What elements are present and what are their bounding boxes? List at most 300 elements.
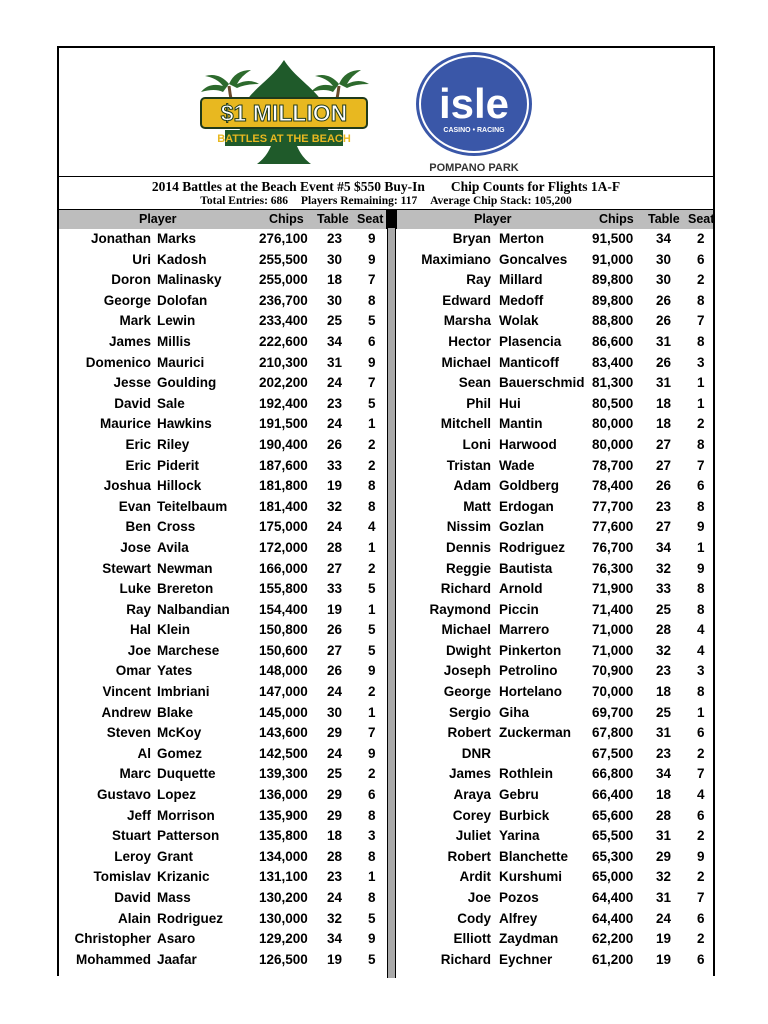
chip-count-rows [59,229,713,970]
table-row [59,723,713,744]
right-table: 31 [656,375,672,391]
right-first-name: Elliott [453,931,491,947]
right-seat: 9 [697,848,705,864]
right-seat: 2 [697,869,705,885]
left-last-name: Nalbandian [157,601,230,617]
left-chips: 222,600 [259,333,308,349]
left-table: 30 [327,292,343,308]
left-seat: 6 [368,333,376,349]
right-table: 18 [656,395,672,411]
left-table: 19 [327,951,343,967]
left-seat: 2 [368,436,376,452]
left-seat: 8 [368,498,376,514]
table-row [59,414,713,435]
left-first-name: Joe [127,642,151,658]
right-last-name: Giha [499,704,530,720]
right-seat: 2 [697,416,705,432]
right-seat: 1 [697,395,705,411]
left-last-name: Maurici [157,354,205,370]
left-first-name: Omar [115,663,151,679]
left-first-name: Andrew [101,704,151,720]
right-table: 31 [656,890,672,905]
right-chips: 91,000 [592,251,634,267]
left-seat: 7 [368,725,376,741]
right-seat: 8 [697,581,705,597]
right-seat: 1 [697,375,705,391]
left-seat: 5 [368,581,376,597]
left-first-name: Evan [118,498,151,514]
header-player-left: Player [139,212,177,226]
left-seat: 8 [368,478,376,494]
left-first-name: Tomislav [93,869,151,885]
left-last-name: Piderit [157,457,200,473]
left-table: 25 [327,313,343,329]
average-chip-stack: Average Chip Stack: 105,200 [430,195,572,207]
table-row [59,373,713,394]
right-seat: 7 [697,890,705,905]
right-first-name: Edward [442,292,491,308]
right-last-name: Plasencia [499,333,562,349]
left-table: 26 [327,622,343,638]
right-last-name: Pinkerton [499,642,562,658]
left-table: 29 [327,725,343,741]
left-chips: 172,000 [259,539,308,555]
right-seat: 8 [697,333,705,349]
right-last-name: Bautista [499,560,553,576]
left-first-name: Ray [126,601,151,617]
right-first-name: Raymond [429,601,491,617]
table-row [59,682,713,703]
right-table: 24 [656,910,672,926]
right-last-name: Alfrey [499,910,538,926]
right-chips: 70,000 [592,684,634,700]
right-chips: 67,800 [592,725,634,741]
left-table: 31 [327,354,343,370]
left-table: 18 [327,828,343,844]
right-first-name: Sergio [448,704,491,720]
right-seat: 1 [697,539,705,555]
logo-line1: $1 MILLION [220,100,348,126]
right-last-name: Harwood [499,436,557,452]
event-title [59,179,713,195]
right-last-name: Pozos [499,890,539,905]
left-chips: 191,500 [259,416,308,432]
table-row [59,703,713,724]
left-last-name: Millis [157,333,191,349]
right-seat: 6 [697,807,705,823]
table-row [59,476,713,497]
right-last-name: Merton [499,231,544,246]
left-chips: 233,400 [259,313,308,329]
right-last-name: Hui [499,395,521,411]
left-first-name: Domenico [85,354,151,370]
right-chips: 81,300 [592,375,634,391]
right-last-name: Goldberg [499,478,559,494]
right-first-name: Joe [467,890,491,905]
table-row [59,291,713,312]
left-chips: 255,500 [259,251,308,267]
left-last-name: Avila [157,539,189,555]
right-table: 18 [656,416,672,432]
right-table: 34 [656,539,672,555]
left-last-name: Gomez [157,745,203,761]
left-chips: 142,500 [259,745,308,761]
right-table: 26 [656,292,672,308]
left-chips: 150,800 [259,622,308,638]
right-table: 26 [656,313,672,329]
left-chips: 129,200 [259,931,308,947]
right-table: 31 [656,333,672,349]
left-last-name: Asaro [157,931,196,947]
left-table: 18 [327,272,343,288]
left-table: 32 [327,910,343,926]
left-seat: 6 [368,787,376,803]
header-chips-right: Chips [599,212,634,226]
left-table: 26 [327,663,343,679]
right-table: 23 [656,498,672,514]
left-table: 26 [327,436,343,452]
right-seat: 1 [697,704,705,720]
right-seat: 6 [697,951,705,967]
left-seat: 7 [368,375,376,391]
left-chips: 166,000 [259,560,308,576]
left-table: 28 [327,539,343,555]
right-table: 31 [656,725,672,741]
table-row [59,517,713,538]
right-last-name: Petrolino [499,663,558,679]
left-chips: 255,000 [259,272,308,288]
right-first-name: Joseph [443,663,491,679]
right-table: 25 [656,704,672,720]
left-chips: 236,700 [259,292,308,308]
right-table: 30 [656,272,672,288]
left-seat: 9 [368,663,376,679]
right-chips: 80,000 [592,436,634,452]
left-seat: 1 [368,539,376,555]
right-seat: 8 [697,498,705,514]
table-row [59,435,713,456]
left-chips: 134,000 [259,848,308,864]
left-chips: 131,100 [259,869,308,885]
left-last-name: Dolofan [157,292,208,308]
right-seat: 6 [697,725,705,741]
left-table: 25 [327,766,343,782]
right-last-name: Millard [499,272,543,288]
right-seat: 3 [697,663,705,679]
table-row [59,744,713,765]
left-last-name: Malinasky [157,272,222,288]
right-last-name: Wolak [499,313,539,329]
left-seat: 5 [368,395,376,411]
right-table: 19 [656,951,672,967]
logo-banner [59,48,713,177]
left-first-name: Steven [106,725,151,741]
left-chips: 135,800 [259,828,308,844]
right-first-name: Reggie [445,560,491,576]
right-first-name: Maximiano [421,251,491,267]
right-last-name: Piccin [499,601,539,617]
left-chips: 139,300 [259,766,308,782]
right-seat: 2 [697,272,705,288]
left-last-name: Duquette [157,766,216,782]
right-seat: 6 [697,910,705,926]
left-last-name: Blake [157,704,194,720]
right-table: 18 [656,787,672,803]
right-table: 28 [656,807,672,823]
right-first-name: DNR [461,745,491,761]
right-chips: 80,500 [592,395,634,411]
table-row [59,620,713,641]
right-table: 26 [656,354,672,370]
left-first-name: Joshua [103,478,151,494]
left-last-name: Sale [157,395,185,411]
left-seat: 5 [368,951,376,967]
right-first-name: Nissim [446,519,491,535]
right-last-name: Goncalves [499,251,568,267]
header-seat-right: Seat [688,212,715,226]
left-chips: 175,000 [259,519,308,535]
left-last-name: Kadosh [157,251,207,267]
left-chips: 150,600 [259,642,308,658]
left-first-name: Al [137,745,151,761]
left-table: 30 [327,704,343,720]
left-table: 24 [327,890,343,905]
left-last-name: Klein [157,622,191,638]
table-row [59,661,713,682]
table-row [59,579,713,600]
right-first-name: Araya [453,787,491,803]
left-seat: 9 [368,231,376,246]
left-table: 19 [327,601,343,617]
left-last-name: Rodriguez [157,910,223,926]
right-chips: 65,000 [592,869,634,885]
table-row [59,497,713,518]
right-seat: 8 [697,601,705,617]
left-first-name: Doron [111,272,151,288]
left-last-name: Hillock [157,478,202,494]
left-seat: 8 [368,890,376,905]
header-chips-left: Chips [269,212,304,226]
left-last-name: Marchese [157,642,220,658]
right-first-name: Dennis [445,539,491,555]
left-chips: 192,400 [259,395,308,411]
left-table: 34 [327,333,343,349]
left-first-name: Luke [119,581,151,597]
right-seat: 3 [697,354,705,370]
left-table: 33 [327,581,343,597]
left-first-name: David [114,395,151,411]
left-last-name: Grant [157,848,194,864]
right-table: 29 [656,848,672,864]
left-last-name: Marks [157,231,197,246]
left-seat: 8 [368,848,376,864]
left-chips: 181,400 [259,498,308,514]
left-last-name: Mass [157,890,191,905]
right-chips: 61,200 [592,951,634,967]
right-seat: 2 [697,745,705,761]
left-first-name: Stuart [111,828,151,844]
right-first-name: Marsha [443,313,491,329]
right-chips: 80,000 [592,416,634,432]
right-table: 19 [656,931,672,947]
right-seat: 7 [697,313,705,329]
right-first-name: Sean [458,375,491,391]
right-first-name: James [448,766,491,782]
right-first-name: George [443,684,491,700]
left-table: 23 [327,231,343,246]
right-first-name: Michael [441,622,491,638]
right-seat: 8 [697,292,705,308]
right-table: 32 [656,869,672,885]
right-first-name: Corey [452,807,491,823]
table-row [59,332,713,353]
right-chips: 91,500 [592,231,634,246]
right-chips: 70,900 [592,663,634,679]
right-first-name: Hector [448,333,491,349]
table-row [59,229,713,250]
left-first-name: James [108,333,151,349]
right-seat: 4 [697,622,705,638]
left-seat: 7 [368,272,376,288]
total-entries: Total Entries: 686 [200,195,289,207]
left-first-name: Jose [120,539,151,555]
isle-casino-logo [414,52,534,174]
right-seat: 2 [697,828,705,844]
left-seat: 2 [368,766,376,782]
left-last-name: Morrison [157,807,215,823]
left-first-name: Jonathan [90,231,151,246]
left-chips: 202,200 [259,375,308,391]
left-table: 27 [327,560,343,576]
left-last-name: Imbriani [157,684,210,700]
left-first-name: Stewart [102,560,151,576]
right-first-name: Mitchell [440,416,491,432]
left-chips: 155,800 [259,581,308,597]
left-last-name: Newman [157,560,213,576]
left-first-name: Mohammed [75,951,151,967]
right-table: 26 [656,478,672,494]
left-chips: 136,000 [259,787,308,803]
right-first-name: Michael [441,354,491,370]
left-last-name: Riley [157,436,190,452]
isle-location: POMPANO PARK [429,162,519,174]
right-chips: 89,800 [592,272,634,288]
left-seat: 9 [368,931,376,947]
left-first-name: Gustavo [96,787,151,803]
left-table: 23 [327,395,343,411]
left-last-name: Brereton [157,581,214,597]
right-last-name: Bauerschmid [499,375,585,391]
left-table: 19 [327,478,343,494]
right-seat: 9 [697,560,705,576]
right-seat: 4 [697,787,705,803]
left-last-name: Hawkins [157,416,212,432]
left-first-name: George [103,292,151,308]
left-chips: 210,300 [259,354,308,370]
right-seat: 2 [697,931,705,947]
left-last-name: Patterson [157,828,220,844]
right-chips: 83,400 [592,354,634,370]
right-last-name: Yarina [499,828,540,844]
table-row [59,559,713,580]
right-first-name: Bryan [452,231,491,246]
right-seat: 8 [697,684,705,700]
left-table: 24 [327,745,343,761]
right-seat: 9 [697,519,705,535]
right-last-name: Manticoff [499,354,559,370]
left-last-name: Krizanic [157,869,210,885]
right-seat: 4 [697,642,705,658]
right-chips: 78,700 [592,457,634,473]
right-table: 33 [656,581,672,597]
left-last-name: Teitelbaum [157,498,228,514]
right-first-name: Cody [457,910,491,926]
left-table: 29 [327,787,343,803]
right-first-name: Richard [440,581,491,597]
left-seat: 1 [368,869,376,885]
right-chips: 71,400 [592,601,634,617]
left-last-name: Lewin [157,313,196,329]
left-seat: 5 [368,910,376,926]
right-last-name: Erdogan [499,498,554,514]
left-table: 29 [327,807,343,823]
right-table: 31 [656,828,672,844]
right-seat: 8 [697,436,705,452]
right-last-name: Mantin [499,416,543,432]
left-seat: 9 [368,251,376,267]
right-last-name: Kurshumi [499,869,563,885]
left-first-name: Alain [117,910,151,926]
left-chips: 126,500 [259,951,308,967]
right-last-name: Blanchette [499,848,569,864]
right-chips: 71,000 [592,622,634,638]
left-chips: 130,000 [259,910,308,926]
right-chips: 89,800 [592,292,634,308]
right-last-name: Medoff [499,292,544,308]
right-last-name: Rodriguez [499,539,565,555]
right-table: 27 [656,457,672,473]
right-first-name: Tristan [446,457,491,473]
header-table-right: Table [648,212,680,226]
left-first-name: Uri [132,251,151,267]
right-chips: 86,600 [592,333,634,349]
left-last-name: Cross [157,519,196,535]
chip-counts-label: Chip Counts for Flights 1A-F [450,179,621,194]
left-chips: 130,200 [259,890,308,905]
right-first-name: Robert [447,848,491,864]
left-chips: 143,600 [259,725,308,741]
right-table: 27 [656,519,672,535]
right-table: 25 [656,601,672,617]
left-last-name: McKoy [157,725,202,741]
right-chips: 64,400 [592,910,634,926]
players-remaining: Players Remaining: 117 [300,195,418,207]
table-row [59,785,713,806]
table-row [59,929,713,950]
left-last-name: Goulding [157,375,217,391]
right-first-name: Ray [466,272,491,288]
table-row [59,270,713,291]
table-row [59,909,713,930]
right-first-name: Adam [453,478,491,494]
left-seat: 2 [368,457,376,473]
left-chips: 187,600 [259,457,308,473]
table-row [59,353,713,374]
left-chips: 154,400 [259,601,308,617]
right-table: 32 [656,560,672,576]
right-chips: 69,700 [592,704,634,720]
left-last-name: Lopez [157,787,196,803]
